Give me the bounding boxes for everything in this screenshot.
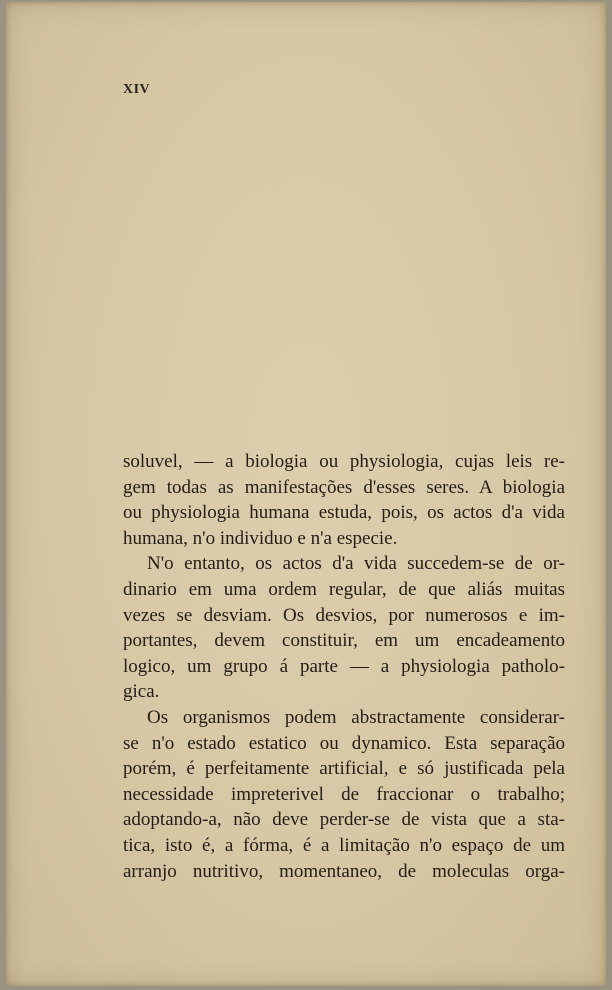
paragraph-2 bbox=[123, 551, 565, 705]
text-line: dinario em uma ordem regular, de que aliás muitas bbox=[123, 578, 565, 600]
text-line: gica. bbox=[123, 681, 160, 703]
text-line: Os organismos podem abstractamente considerar- bbox=[147, 706, 565, 728]
paragraph-1 bbox=[123, 449, 565, 551]
page-number: XIV bbox=[123, 82, 151, 97]
text-line: porém, é perfeitamente artificial, e só justificada pela bbox=[123, 758, 565, 780]
text-line: portantes, devem constituir, em um encadeamento bbox=[123, 630, 565, 652]
text-line: se n'o estado estatico ou dynamico. Esta separação bbox=[123, 732, 565, 754]
text-line: arranjo nutritivo, momentaneo, de moleculas orga- bbox=[123, 860, 565, 882]
book-page bbox=[6, 2, 606, 986]
text-line: vezes se desviam. Os desvios, por numerosos e im- bbox=[123, 604, 565, 626]
text-line: logico, um grupo á parte — a physiologia patholo- bbox=[123, 655, 565, 677]
text-line: soluvel, — a biologia ou physiologia, cujas leis re- bbox=[123, 451, 565, 472]
body-text bbox=[123, 449, 565, 884]
text-line: humana, n'o individuo e n'a especie. bbox=[123, 527, 398, 549]
text-line: ou physiologia humana estuda, pois, os actos d'a vida bbox=[123, 502, 565, 524]
text-line: necessidade impreterivel de fraccionar o trabalho; bbox=[123, 783, 565, 805]
text-line: tica, isto é, a fórma, é a limitação n'o espaço de um bbox=[123, 834, 565, 856]
paragraph-3 bbox=[123, 705, 565, 884]
text-line: N'o entanto, os actos d'a vida succedem-se de or- bbox=[147, 553, 565, 575]
text-line: adoptando-a, não deve perder-se de vista que a sta- bbox=[123, 809, 565, 831]
text-line: gem todas as manifestações d'esses seres. A biologia bbox=[123, 476, 565, 498]
